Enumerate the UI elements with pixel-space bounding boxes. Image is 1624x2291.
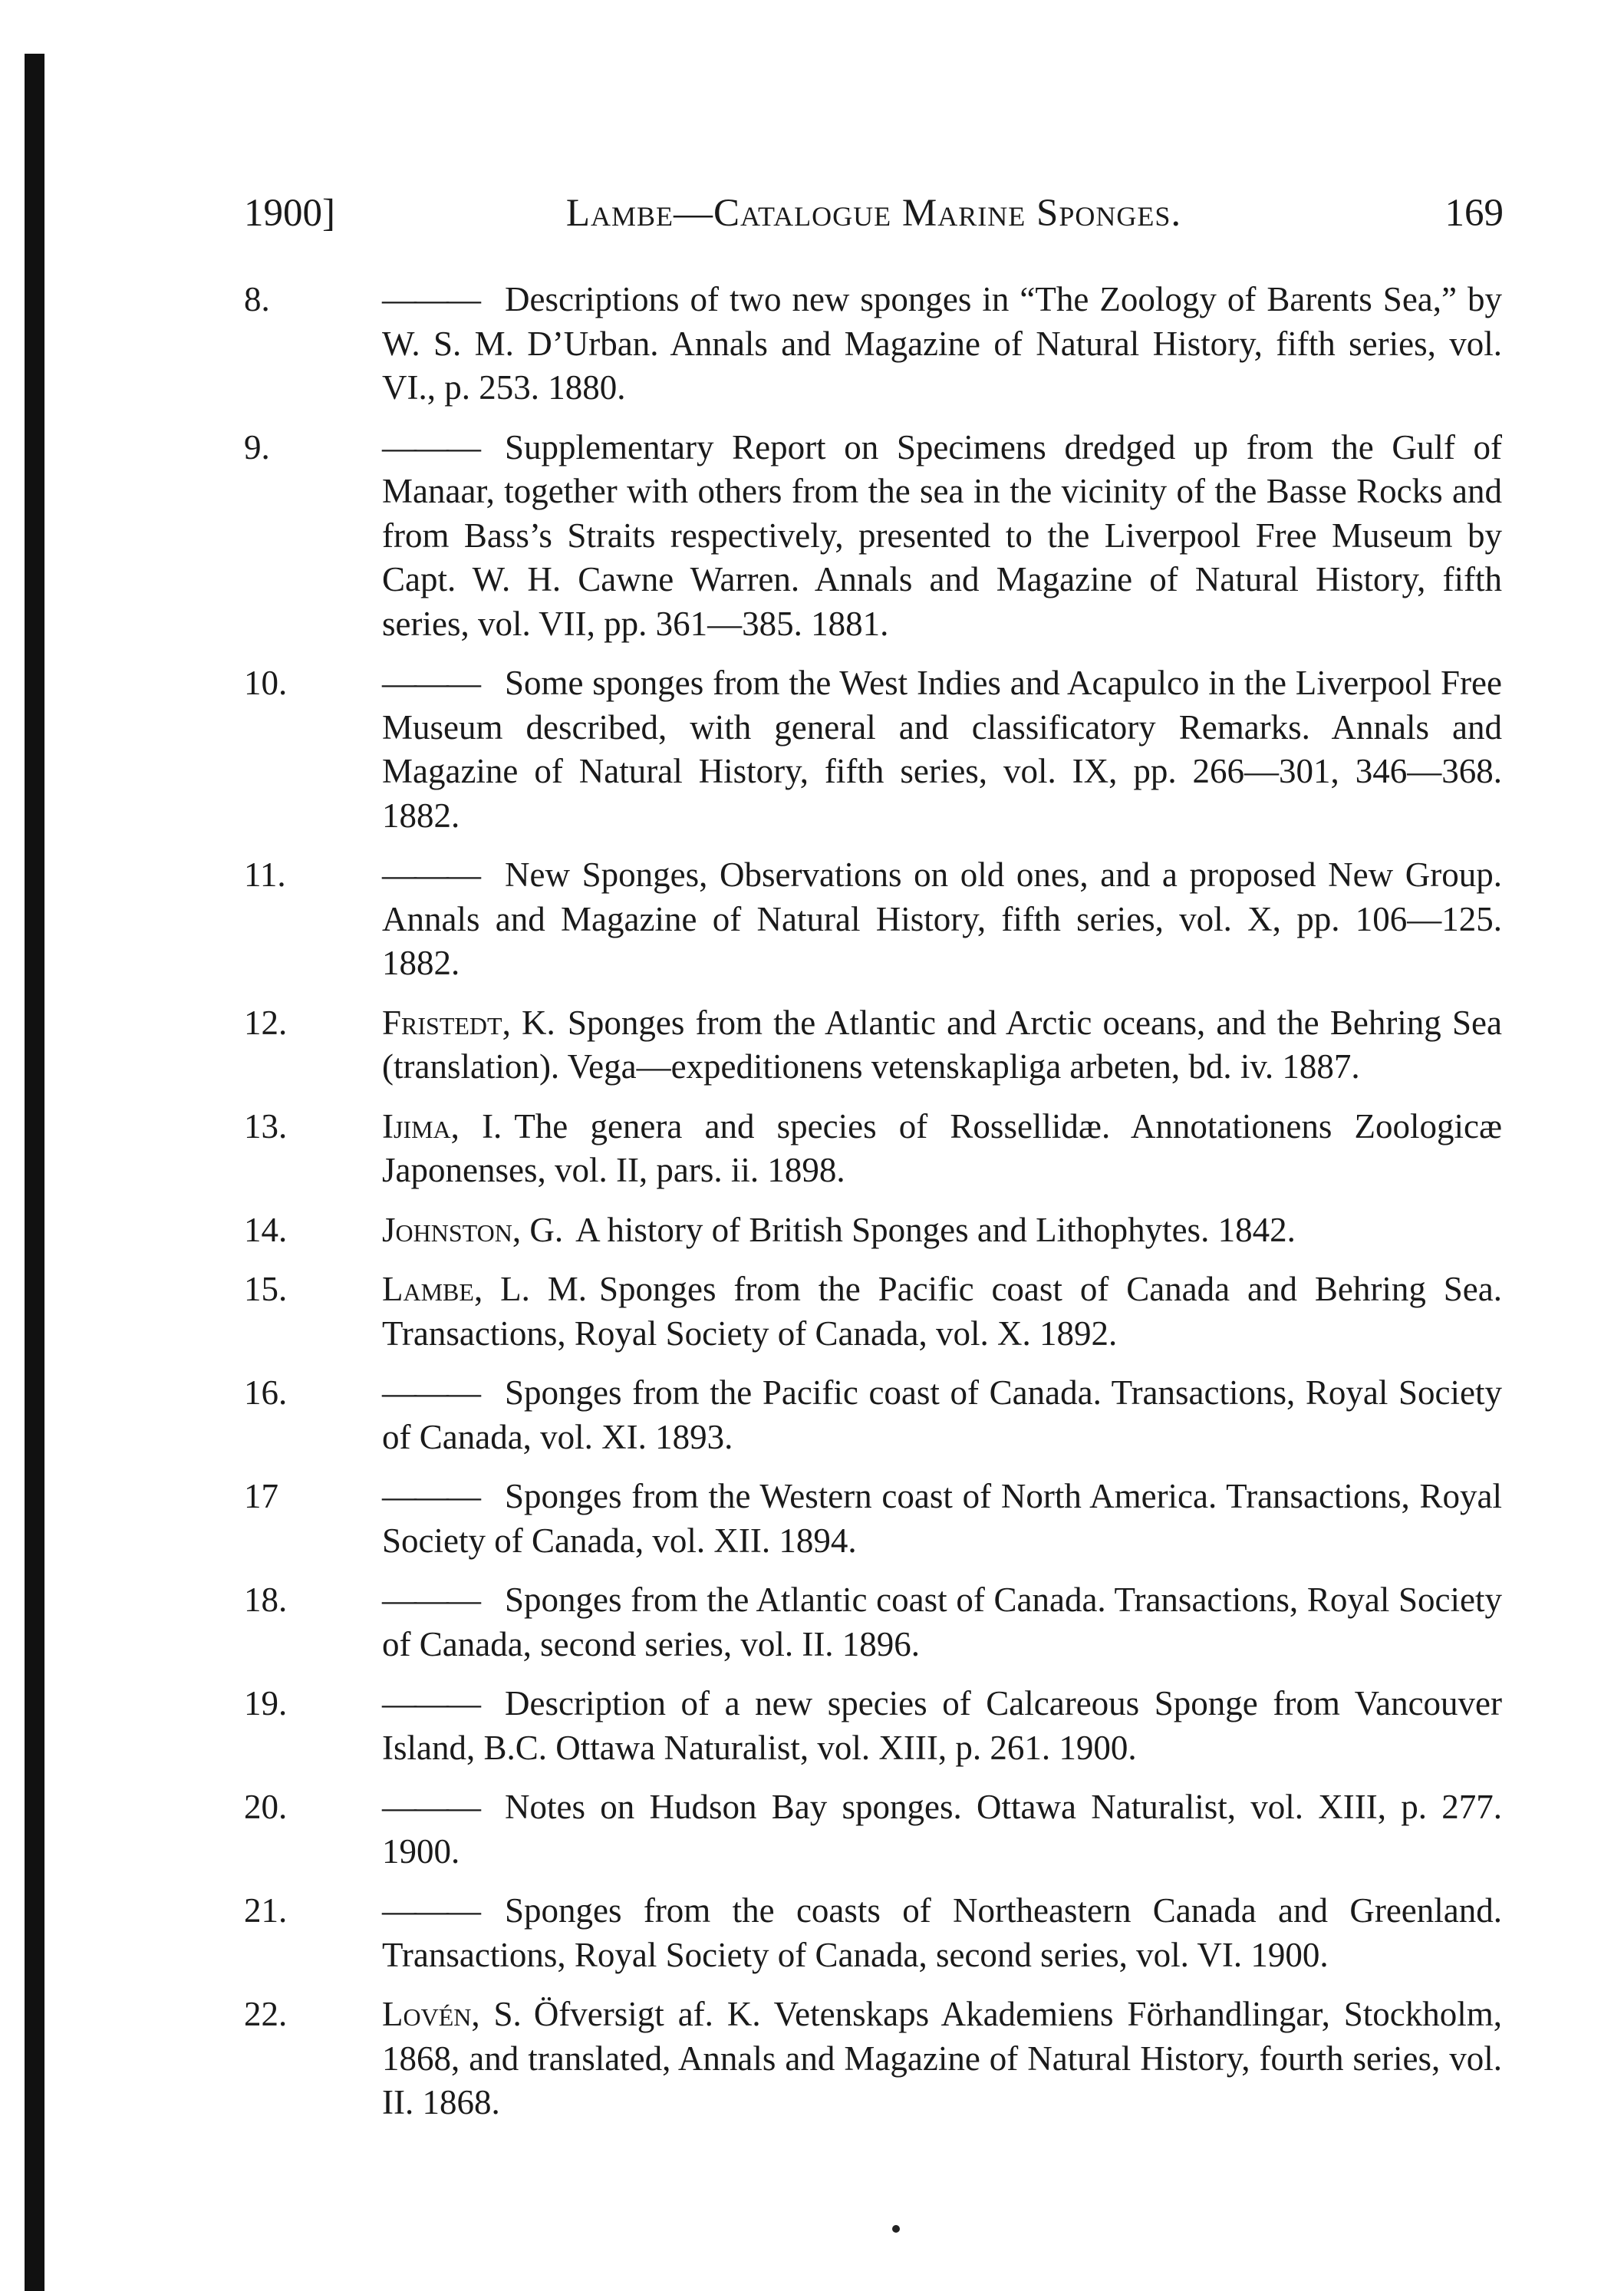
entry-author: Lambe, L. M. xyxy=(382,1270,587,1308)
running-head-title: Lambe—Catalogue Marine Sponges. xyxy=(565,192,1182,235)
bibliography-entry-16 xyxy=(244,1371,1502,1459)
entry-number: 12. xyxy=(244,1003,288,1042)
ditto-dash: ——— xyxy=(382,855,479,894)
entry-author: Lovén, S. xyxy=(382,1995,522,2033)
bibliography-entry-13 xyxy=(244,1105,1502,1193)
running-head xyxy=(244,183,1504,244)
bibliography-entry-22 xyxy=(244,1993,1502,2125)
entry-text: Öfversigt af. K. Vetenskaps Akademiens Förhandlingar, Stockholm, 1868, and translated, Annals and Magazine of Natural History, fourth series, vol. II. 1868. xyxy=(382,1995,1502,2121)
bibliography-entry-18 xyxy=(244,1578,1502,1666)
bibliography-entry-10 xyxy=(244,661,1502,838)
entry-text: Sponges from the Western coast of North America. Transactions, Royal Society of Canada, vol. XII. 1894. xyxy=(382,1477,1502,1560)
entry-number: 19. xyxy=(244,1684,288,1722)
entry-text: Sponges from the Atlantic and Arctic oceans, and the Behring Sea (translation). Vega—expeditionens vetenskapliga arbeten, bd. iv. 1887. xyxy=(382,1003,1503,1086)
entry-text: The genera and species of Rossellidæ. Annotationens Zoologicæ Japonenses, vol. II, pars. ii. 1898. xyxy=(382,1106,1502,1189)
ditto-dash: ——— xyxy=(382,1373,479,1412)
entry-author: Fristedt, K. xyxy=(382,1003,555,1042)
entry-text: A history of British Sponges and Lithophytes. 1842. xyxy=(575,1210,1296,1249)
entry-author: Johnston, G. xyxy=(382,1210,564,1249)
entry-text: Some sponges from the West Indies and Acapulco in the Liverpool Free Museum described, with general and classificatory Remarks. Annals and Magazine of Natural History, fifth series, vol. IX, pp. 266—301, 346—368. 1882. xyxy=(382,664,1502,835)
ditto-dash: ——— xyxy=(382,1684,479,1722)
bibliography-entry-17 xyxy=(244,1475,1502,1563)
bibliography-entry-21 xyxy=(244,1889,1502,1977)
entry-author: Ijima, I. xyxy=(382,1106,502,1146)
entry-number: 16. xyxy=(244,1373,288,1412)
ditto-dash: ——— xyxy=(382,1788,479,1826)
entry-number: 13. xyxy=(244,1106,288,1146)
bibliography-entry-8 xyxy=(244,278,1502,410)
ditto-dash: ——— xyxy=(382,1477,479,1515)
ditto-dash: ——— xyxy=(382,427,479,466)
bibliography-entry-11 xyxy=(244,853,1502,986)
ditto-dash: ——— xyxy=(382,1891,479,1930)
entry-text: Descriptions of two new sponges in “The Zoology of Barents Sea,” by W. S. M. D’Urban. Annals and Magazine of Natural History, fifth series, vol. VI., p. 253. 1880. xyxy=(382,280,1502,407)
entry-text: Sponges from the Atlantic coast of Canada. Transactions, Royal Society of Canada, second series, vol. II. 1896. xyxy=(382,1581,1502,1663)
ditto-dash: ——— xyxy=(382,1581,479,1619)
entry-text: New Sponges, Observations on old ones, and a proposed New Group. Annals and Magazine of Natural History, fifth series, vol. X, pp. 106—125. 1882. xyxy=(382,855,1502,982)
bibliography-list xyxy=(244,278,1502,2141)
entry-text: Sponges from the Pacific coast of Canada and Behring Sea. Transactions, Royal Society of Canada, vol. X. 1892. xyxy=(382,1270,1502,1353)
ditto-dash: ——— xyxy=(382,280,479,318)
entry-number: 20. xyxy=(244,1788,288,1826)
entry-text: Supplementary Report on Specimens dredged up from the Gulf of Manaar, together with others from the sea in the vicinity of the Basse Rocks and from Bass’s Straits respectively, presented to the Liverpool Free Museum by Capt. W. H. Cawne Warren. Annals and Magazine of Natural History, fifth series, vol. VII, pp. 361—385. 1881. xyxy=(382,427,1502,643)
entry-number: 22. xyxy=(244,1995,288,2033)
bibliography-entry-15 xyxy=(244,1267,1502,1356)
entry-number: 9. xyxy=(244,427,270,466)
entry-number: 18. xyxy=(244,1581,288,1619)
entry-number: 17 xyxy=(244,1477,278,1515)
entry-number: 10. xyxy=(244,664,288,702)
bibliography-entry-9 xyxy=(244,426,1502,647)
bibliography-entry-12 xyxy=(244,1001,1502,1089)
entry-number: 8. xyxy=(244,280,270,318)
bibliography-entry-19 xyxy=(244,1682,1502,1770)
entry-text: Sponges from the coasts of Northeastern Canada and Greenland. Transactions, Royal Society of Canada, second series, vol. VI. 1900. xyxy=(382,1891,1502,1974)
bibliography-entry-14 xyxy=(244,1208,1502,1253)
bibliography-entry-20 xyxy=(244,1785,1502,1874)
entry-number: 11. xyxy=(244,855,286,894)
entry-text: Description of a new species of Calcareous Sponge from Vancouver Island, B.C. Ottawa Naturalist, vol. XIII, p. 261. 1900. xyxy=(382,1684,1502,1767)
entry-number: 21. xyxy=(244,1891,288,1930)
ditto-dash: ——— xyxy=(382,664,479,702)
running-head-year: 1900] xyxy=(244,192,335,235)
entry-text: Notes on Hudson Bay sponges. Ottawa Naturalist, vol. XIII, p. 277. 1900. xyxy=(382,1788,1502,1871)
printer-mark xyxy=(892,2225,900,2233)
entry-number: 14. xyxy=(244,1210,288,1249)
entry-text: Sponges from the Pacific coast of Canada. Transactions, Royal Society of Canada, vol. XI. 1893. xyxy=(382,1373,1502,1456)
page-number: 169 xyxy=(1444,192,1504,235)
entry-number: 15. xyxy=(244,1270,288,1308)
